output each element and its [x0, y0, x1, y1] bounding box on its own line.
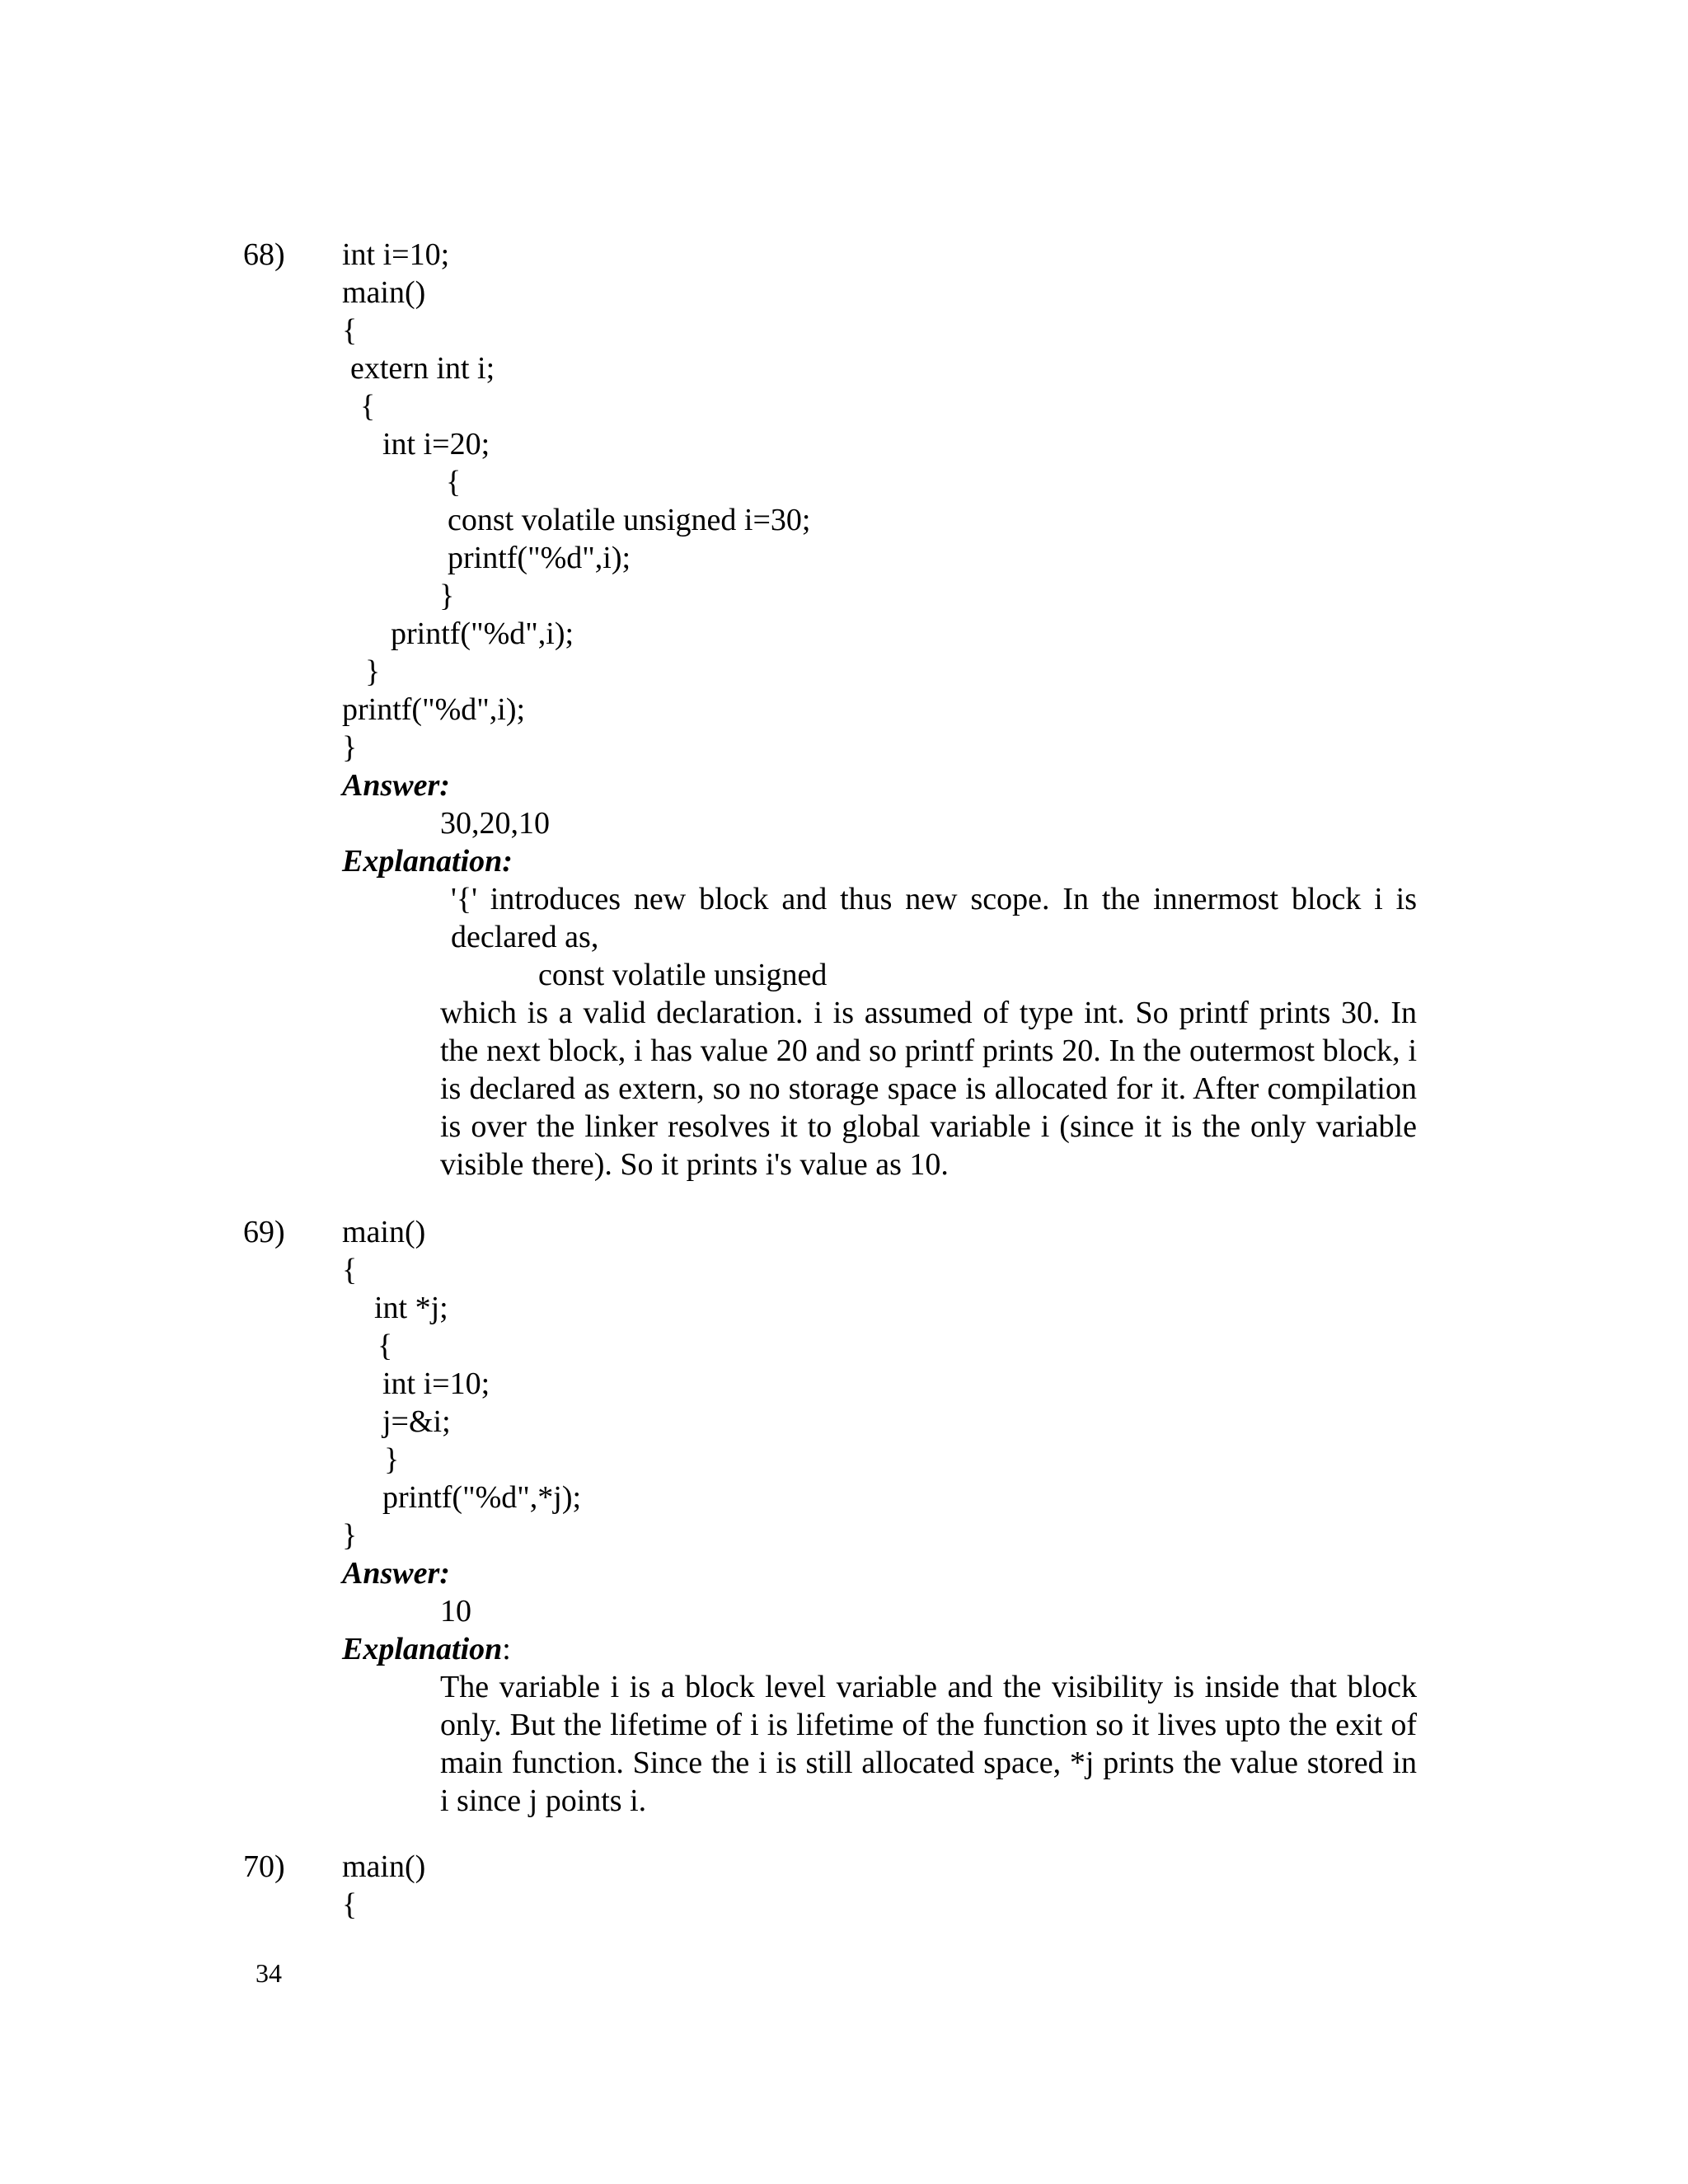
explanation-paragraph: '{' introduces new block and thus new scope. In the innermost block i is declared as,: [451, 882, 1417, 954]
question-number-68: 68): [243, 237, 285, 272]
code-line: extern int i;: [350, 351, 495, 386]
answer-label-69: Answer:: [342, 1556, 450, 1591]
page-number: 34: [256, 1958, 282, 1988]
code-line: main(): [342, 1849, 426, 1884]
answer-label-68: Answer:: [342, 768, 450, 803]
code-line: }: [439, 579, 455, 613]
code-line: }: [342, 1518, 358, 1553]
explanation-paragraph: The variable i is a block level variable and the visibility is inside that block only. But the lifetime of i is lifetime of the function so it lives upto the exit of main function. Since the i is still allocated space, *j prints the value stored in i since j points i.: [440, 1670, 1417, 1818]
explanation-paragraph: which is a valid declaration. i is assumed of type int. So printf prints 30. In the next block, i has value 20 and so printf prints 20. In the outermost block, i is declared as extern, so no storage space is allocated for it. After compilation is over the linker resolves it to global variable i (since it is the only variable visible there). So it prints i's value as 10.: [440, 996, 1417, 1182]
code-line: j=&i;: [382, 1404, 451, 1439]
explanation-label-text: Explanation: [342, 1632, 503, 1666]
code-line: printf("%d",*j);: [382, 1480, 582, 1515]
code-line: {: [342, 313, 358, 348]
code-line: int *j;: [374, 1291, 448, 1325]
code-line: {: [377, 1329, 393, 1363]
code-line: int i=10;: [342, 237, 450, 272]
explanation-label-68: Explanation:: [342, 844, 513, 879]
code-line: }: [365, 654, 381, 689]
code-line: }: [342, 730, 358, 765]
code-line: main(): [342, 275, 426, 310]
code-line: int i=10;: [382, 1366, 490, 1401]
code-line: {: [342, 1887, 358, 1922]
code-line: printf("%d",i);: [342, 692, 526, 727]
answer-value-69: 10: [440, 1594, 471, 1629]
code-line: {: [360, 389, 376, 424]
code-line: const volatile unsigned i=30;: [448, 503, 811, 537]
code-line: }: [384, 1442, 400, 1477]
explanation-code: const volatile unsigned: [538, 958, 828, 992]
question-number-69: 69): [243, 1215, 285, 1249]
explanation-label-colon: :: [502, 1632, 511, 1666]
explanation-label-69: [342, 1630, 511, 1668]
code-line: int i=20;: [382, 427, 490, 462]
question-number-70: 70): [243, 1849, 285, 1884]
answer-value-68: 30,20,10: [440, 806, 550, 841]
code-line: printf("%d",i);: [391, 616, 574, 651]
code-line: {: [342, 1253, 358, 1287]
code-line: main(): [342, 1215, 426, 1249]
code-line: {: [446, 465, 462, 499]
code-line: printf("%d",i);: [448, 541, 631, 575]
